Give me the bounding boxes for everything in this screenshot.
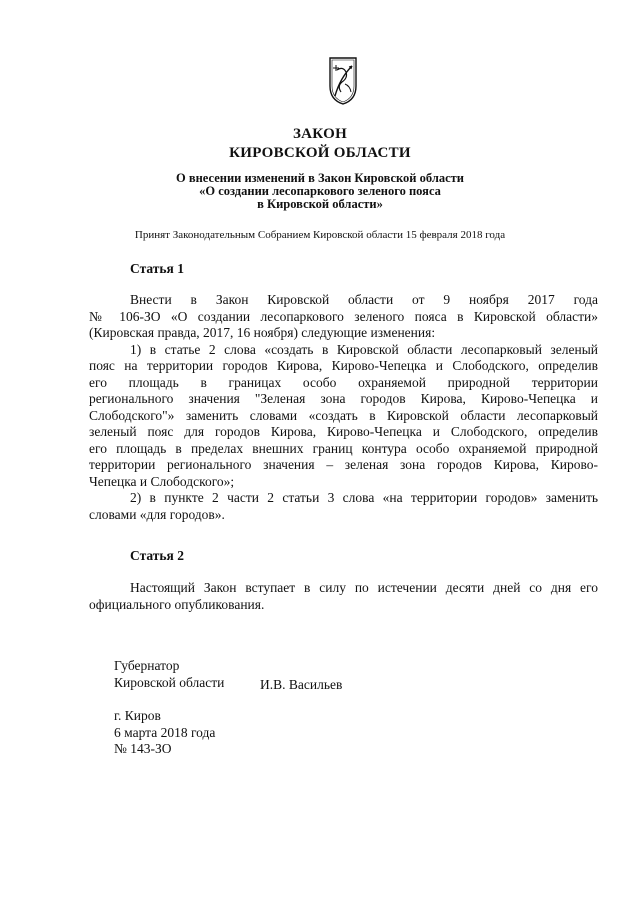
- subtitle-line: «О создании лесопаркового зеленого пояса: [199, 184, 441, 198]
- text-line: зеленый пояс для городов Кирова, Кирово-Чепецка и Слободского, определив: [89, 424, 598, 439]
- coat-of-arms-icon: [328, 56, 358, 106]
- law-number: № 143-ЗО: [114, 741, 172, 756]
- text-line: пояс на территории городов Кирова, Кирово-Чепецка и Слободского, определив: [89, 358, 598, 373]
- text-line: Слободского"» заменить словами «создать в Кировской области лесопарковый: [89, 407, 598, 423]
- article-1-body: [89, 292, 598, 523]
- text-line: 2) в пункте 2 части 2 статьи 3 слова «на территории городов» заменить: [130, 490, 598, 505]
- text-line: Настоящий Закон вступает в силу по истечении десяти дней со дня его: [130, 580, 598, 595]
- text-line: № 106-ЗО «О создании лесопаркового зеленого пояса в Кировской области»: [89, 308, 598, 324]
- article-2-heading: Статья 2: [130, 548, 184, 563]
- signing-date: 6 марта 2018 года: [114, 724, 216, 740]
- text-line: Внести в Закон Кировской области от 9 ноября 2017 года: [130, 292, 598, 307]
- signatory-position: [114, 658, 224, 691]
- signing-city: г. Киров: [114, 708, 161, 723]
- text-line: официального опубликования.: [89, 596, 265, 612]
- text-line: регионального значения "Зеленая зона городов Кирова, Кирово-Чепецка и: [89, 391, 598, 406]
- doc-subtitle: [130, 172, 510, 211]
- text-line: словами «для городов».: [89, 506, 225, 522]
- text-line: (Кировская правда, 2017, 16 ноября) следующие изменения:: [89, 325, 436, 340]
- position-line: Губернатор: [114, 658, 180, 673]
- adoption-note: Принят Законодательным Собранием Кировской области 15 февраля 2018 года: [134, 229, 506, 241]
- article-1-heading: Статья 1: [130, 261, 184, 276]
- article-2-body: [89, 580, 598, 613]
- position-line: Кировской области: [114, 674, 225, 690]
- signing-details: [114, 708, 215, 758]
- subtitle-line: в Кировской области»: [257, 197, 383, 211]
- text-line: территории регионального значения – зеленая зона городов Кирова, Кирово-: [89, 457, 598, 472]
- text-line: его площадь в границах особо охраняемой природной территории: [89, 374, 598, 390]
- signatory-name: И.В. Васильев: [260, 677, 343, 692]
- text-line: Чепецка и Слободского»;: [89, 473, 235, 489]
- doc-title-law: ЗАКОН: [292, 126, 348, 142]
- text-line: 1) в статье 2 слова «создать в Кировской области лесопарковый зеленый: [130, 341, 598, 357]
- text-line: его площадь в пределах внешних границ контура особо охраняемой природной: [89, 440, 598, 456]
- doc-title-region: КИРОВСКОЙ ОБЛАСТИ: [229, 145, 411, 161]
- subtitle-line: О внесении изменений в Закон Кировской области: [176, 171, 464, 185]
